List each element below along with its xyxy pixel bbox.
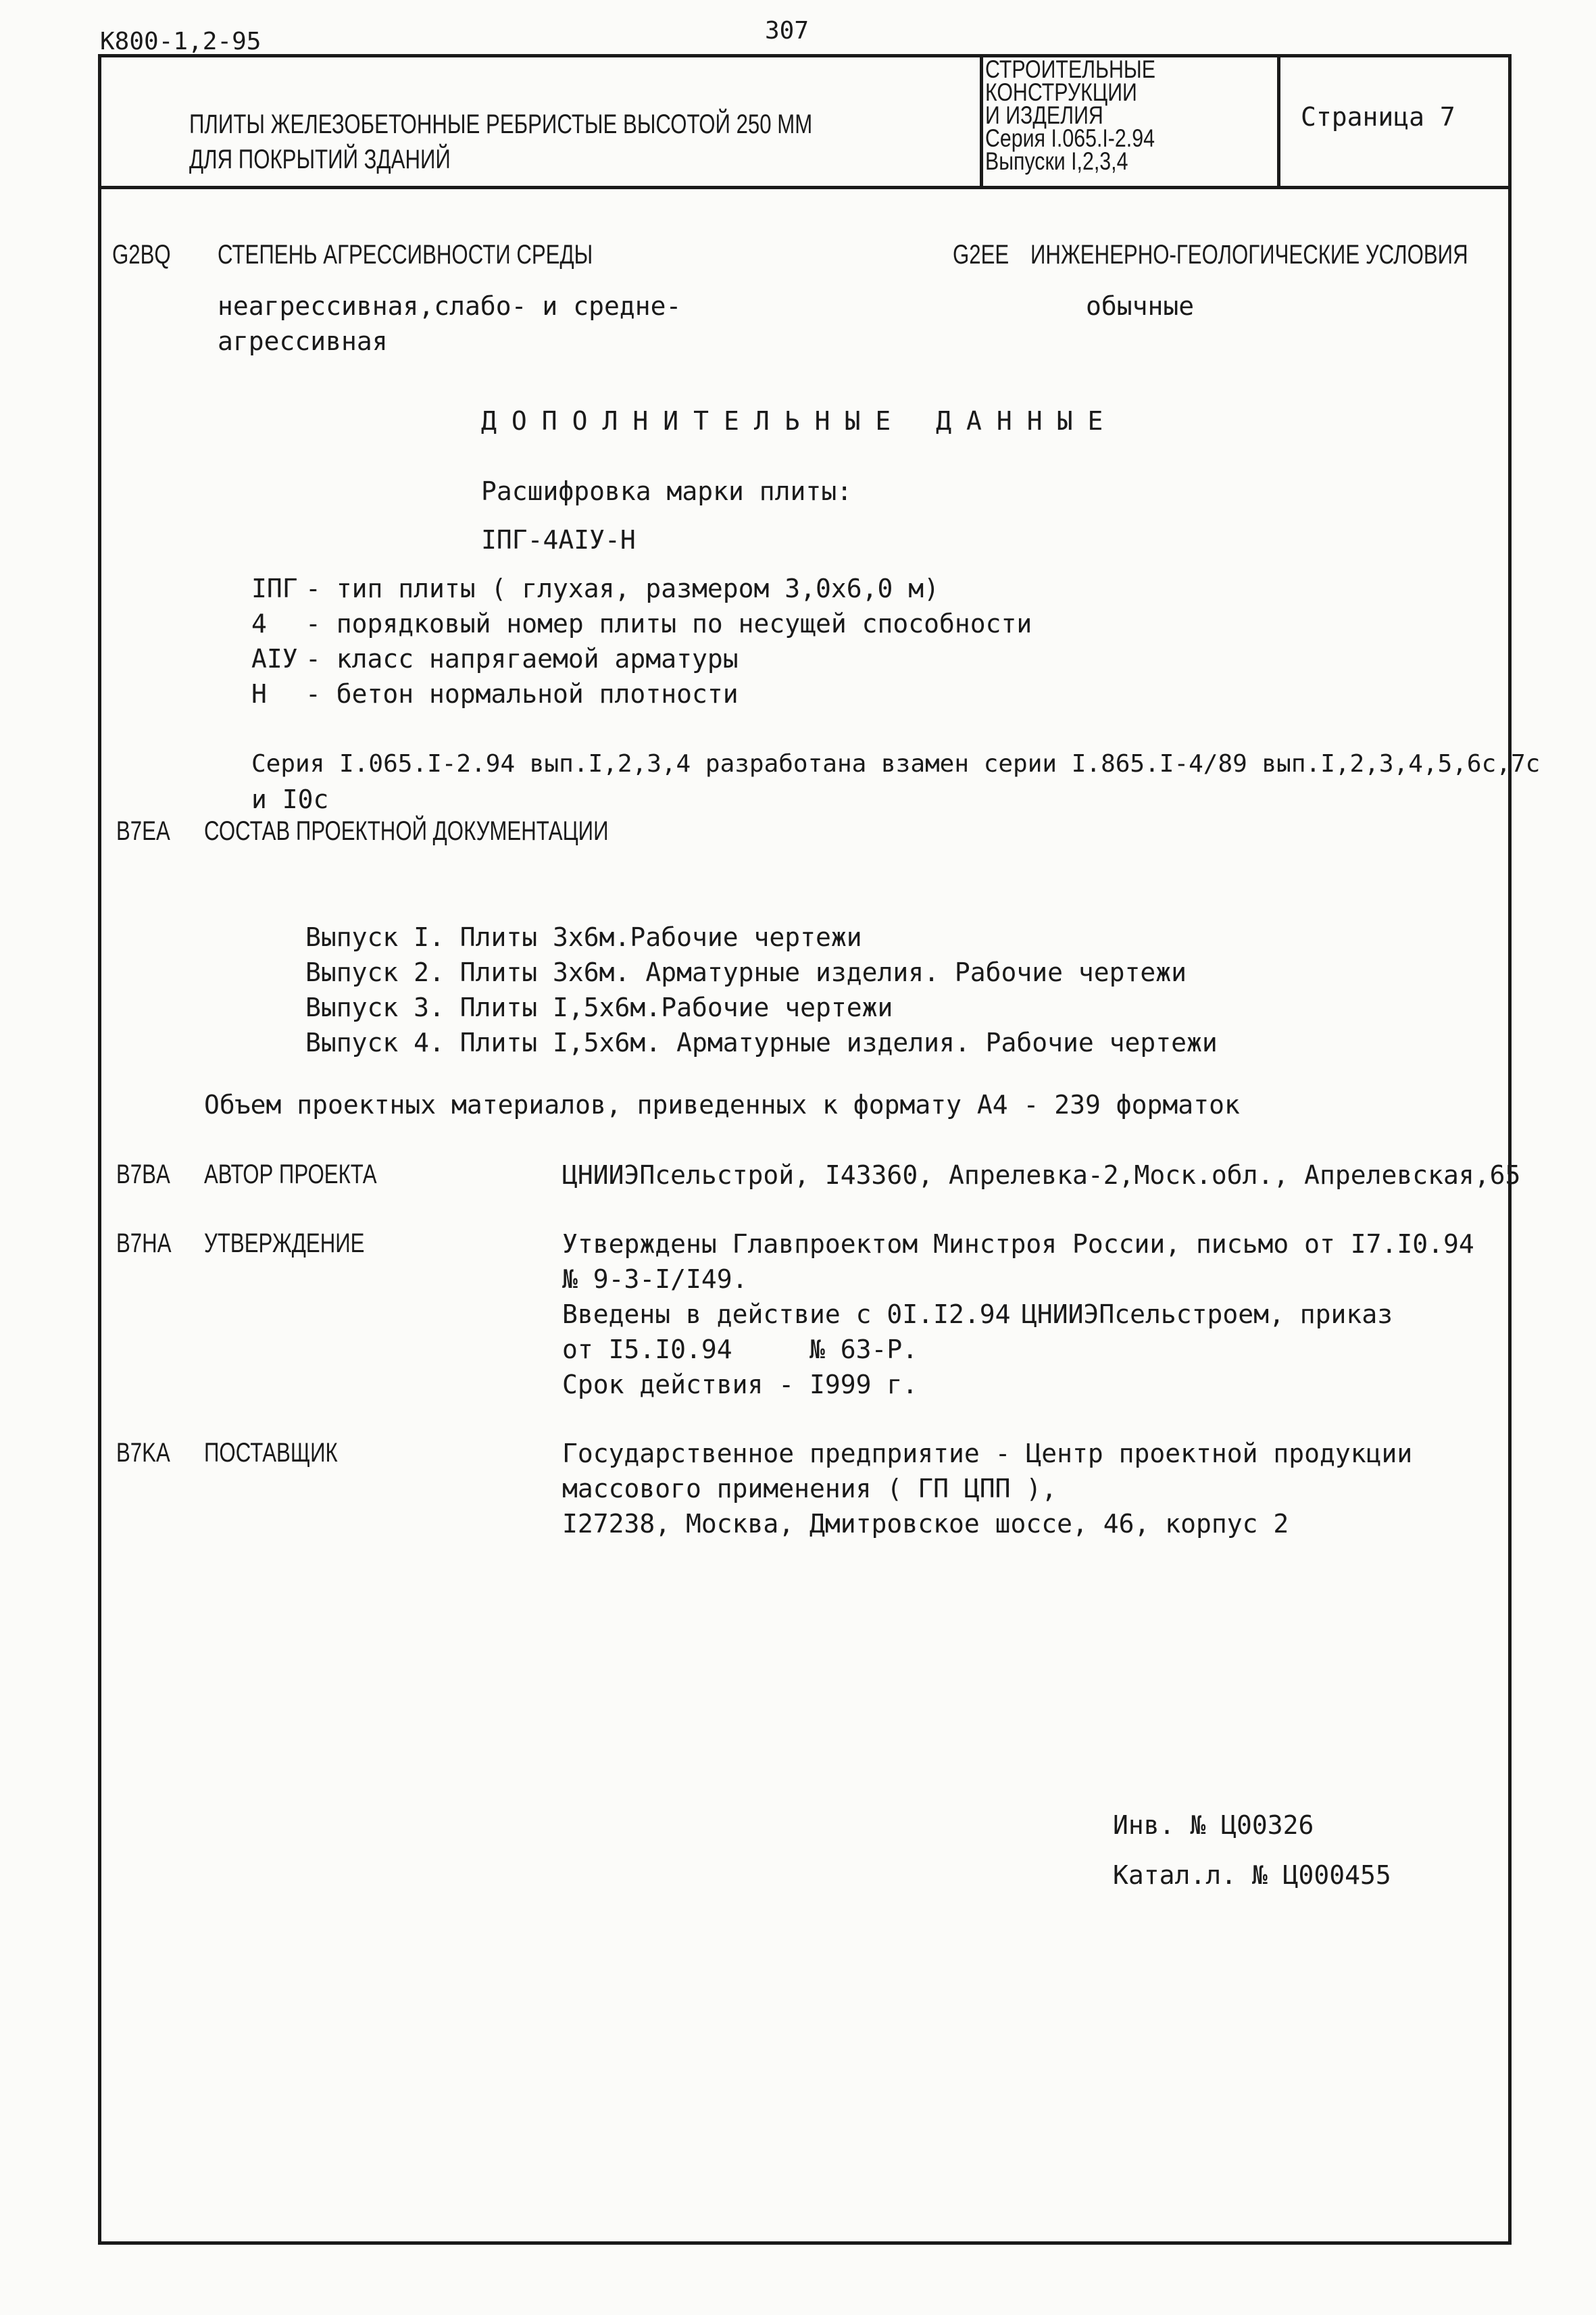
header-title-line1: ПЛИТЫ ЖЕЛЕЗОБЕТОННЫЕ РЕБРИСТЫЕ ВЫСОТОЙ 250 ММ (189, 109, 813, 139)
approval-line2: № 9-3-I/I49. (562, 1264, 748, 1294)
mark-item-key-3: АIУ (251, 644, 298, 674)
catalog-number: Катал.л. № Ц000455 (1113, 1860, 1391, 1890)
approval-line3b: ЦНИИЭПсельстроем, приказ (1022, 1299, 1393, 1329)
header-category-line2: КОНСТРУКЦИИ (985, 78, 1137, 106)
header-divider-right (1277, 54, 1280, 188)
geology-value: обычные (1086, 291, 1195, 321)
mark-item-key-1: IПГ (251, 574, 298, 603)
composition-title: СОСТАВ ПРОЕКТНОЙ ДОКУМЕНТАЦИИ (204, 816, 609, 846)
header-category-line1: СТРОИТЕЛЬНЫЕ (985, 55, 1156, 83)
approval-code: B7HA (116, 1228, 172, 1258)
inventory-number: Инв. № Ц00326 (1113, 1810, 1314, 1840)
composition-code: B7EA (116, 816, 170, 846)
composition-issue-3: Выпуск 3. Плиты I,5х6м.Рабочие чертежи (305, 993, 893, 1022)
mark-item-key-4: Н (251, 679, 267, 709)
geology-code: G2EE (953, 240, 1009, 270)
mark-item-text-3: - класс напрягаемой арматуры (305, 644, 739, 674)
supplier-code: B7KA (116, 1438, 170, 1468)
replacement-line1: Серия I.065.I-2.94 вып.I,2,3,4 разработана взамен серии I.865.I-4/89 вып.I,2,3,4,5,6с,7с (251, 750, 1541, 778)
supplier-line2: массового применения ( ГП ЦПП ), (562, 1474, 1057, 1503)
page-number: 307 (765, 17, 809, 45)
author-code: B7BA (116, 1160, 170, 1189)
composition-volume: Объем проектных материалов, приведенных к формату А4 - 239 форматок (204, 1090, 1240, 1120)
approval-line3a: Введены в действие с 0I.I2.94 (562, 1299, 1011, 1329)
geology-title: ИНЖЕНЕРНО-ГЕОЛОГИЧЕСКИЕ УСЛОВИЯ (1030, 240, 1468, 270)
aggressiveness-value-line2: агрессивная (218, 326, 388, 356)
decode-label: Расшифровка марки плиты: (481, 476, 853, 506)
header-title-line2: ДЛЯ ПОКРЫТИЙ ЗДАНИЙ (189, 145, 451, 174)
plate-mark: IПГ-4АIУ-Н (481, 525, 636, 555)
supplier-line3: I27238, Москва, Дмитровское шоссе, 46, корпус 2 (562, 1509, 1289, 1539)
supplier-title: ПОСТАВЩИК (204, 1438, 338, 1468)
replacement-line2: и I0с (251, 785, 329, 814)
aggressiveness-code: G2BQ (112, 240, 171, 270)
composition-issue-4: Выпуск 4. Плиты I,5х6м. Арматурные изделия. Рабочие чертежи (305, 1028, 1218, 1057)
page-frame (98, 54, 1512, 2245)
document-code: К800-1,2-95 (100, 28, 261, 55)
author-value: ЦНИИЭПсельстрой, I43360, Апрелевка-2,Моск.обл., Апрелевская,65 (562, 1160, 1521, 1190)
header-divider (98, 186, 1512, 189)
mark-item-text-1: - тип плиты ( глухая, размером 3,0х6,0 м) (305, 574, 939, 603)
composition-issue-2: Выпуск 2. Плиты 3х6м. Арматурные изделия. Рабочие чертежи (305, 957, 1187, 987)
header-issues: Выпуски I,2,3,4 (985, 147, 1128, 175)
mark-item-text-4: - бетон нормальной плотности (305, 679, 739, 709)
header-series: Серия I.065.I-2.94 (985, 124, 1155, 152)
additional-heading: ДОПОЛНИТЕЛЬНЫЕ ДАННЫЕ (481, 406, 1118, 436)
mark-item-key-2: 4 (251, 609, 267, 639)
supplier-line1: Государственное предприятие - Центр проектной продукции (562, 1439, 1413, 1468)
composition-issue-1: Выпуск I. Плиты 3х6м.Рабочие чертежи (305, 922, 862, 952)
aggressiveness-title: СТЕПЕНЬ АГРЕССИВНОСТИ СРЕДЫ (218, 240, 593, 270)
approval-line4: от I5.I0.94 № 63-Р. (562, 1335, 918, 1364)
author-title: АВТОР ПРОЕКТА (204, 1160, 377, 1189)
aggressiveness-value-line1: неагрессивная,слабо- и средне- (218, 291, 682, 321)
header-category-line3: И ИЗДЕЛИЯ (985, 101, 1103, 129)
header-page-label: Страница 7 (1301, 102, 1455, 132)
mark-item-text-2: - порядковый номер плиты по несущей способности (305, 609, 1032, 639)
approval-line5: Срок действия - I999 г. (562, 1370, 918, 1399)
approval-line1: Утверждены Главпроектом Минстроя России, письмо от I7.I0.94 (562, 1229, 1474, 1259)
approval-title: УТВЕРЖДЕНИЕ (204, 1228, 365, 1258)
header-divider-left (980, 54, 983, 188)
